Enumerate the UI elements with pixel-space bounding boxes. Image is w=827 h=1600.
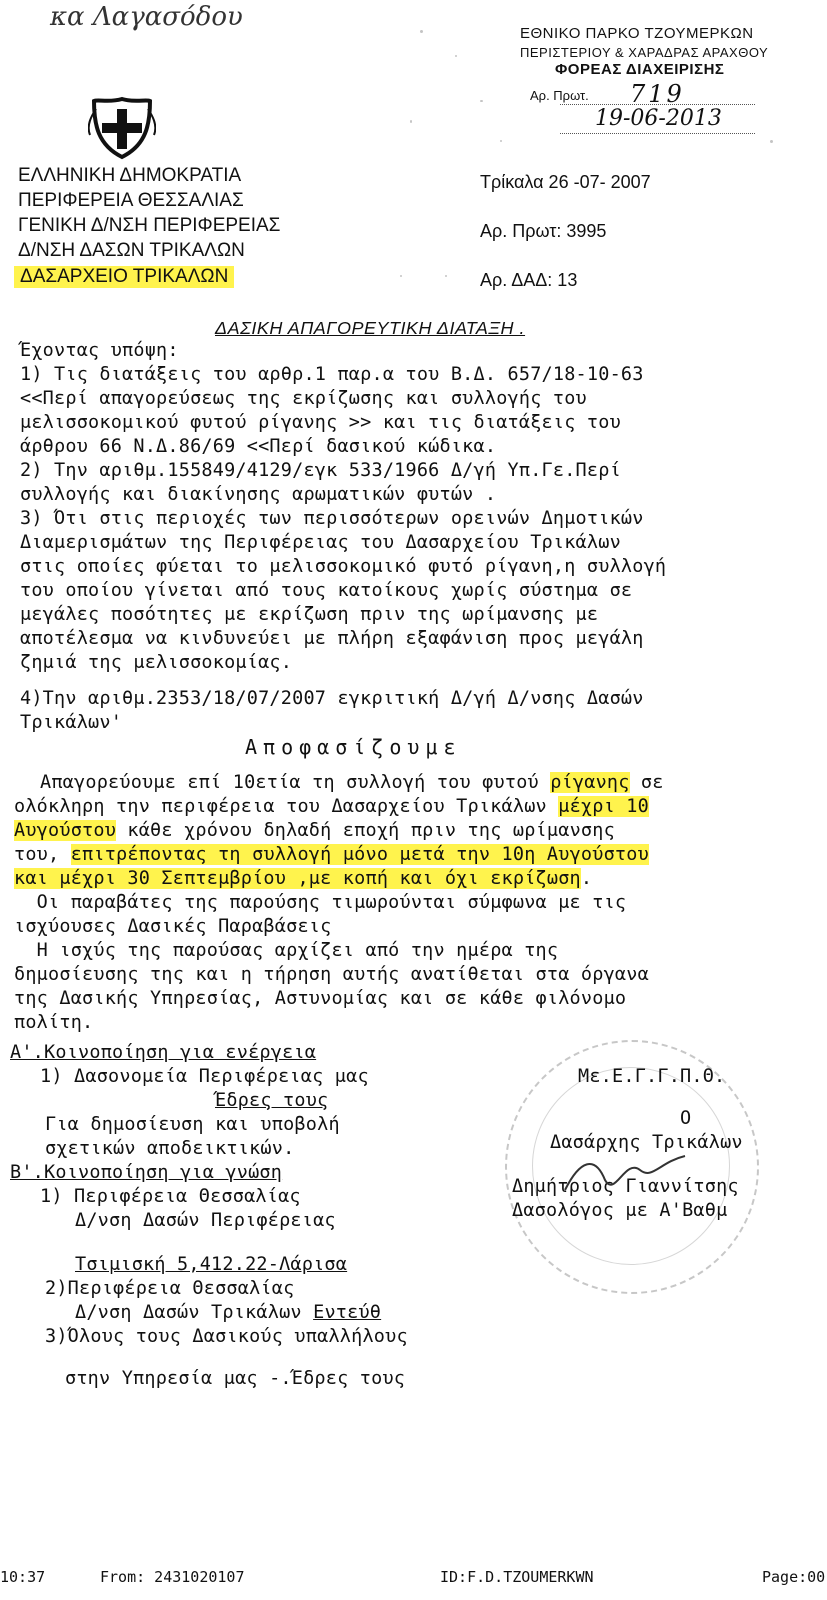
org-line-2: ΠΕΡΙΦΕΡΕΙΑ ΘΕΣΣΑΛΙΑΣ — [18, 190, 244, 211]
decision-rest-line: ισχύουσες Δασικές Παραβάσεις — [14, 916, 332, 937]
considering-heading: Έχοντας υπόψη: — [20, 340, 179, 361]
consideration-line: 1) Τις διατάξεις του αρθρ.1 παρ.α του Β.Δ. 657/18-10-63 — [20, 364, 644, 385]
consideration-line: μελισσοκομικού φυτού ρίγανης >> και τις διατάξεις του — [20, 412, 621, 433]
distribution-info-item — [75, 1302, 381, 1323]
decision-highlight: και μέχρι 30 Σεπτεμβρίου ,με κοπή και όχι εκρίζωση — [14, 868, 581, 889]
distribution-action-note: σχετικών αποδεικτικών. — [45, 1138, 295, 1159]
signature-line-5: Δασολόγος με Α'Βαθμ — [512, 1200, 728, 1221]
decision-heading: Αποφασίζουμε — [245, 735, 462, 759]
document-title: ΔΑΣΙΚΗ ΑΠΑΓΟΡΕΥΤΙΚΗ ΔΙΑΤΑΞΗ . — [215, 318, 526, 338]
decision-line-3 — [14, 820, 615, 841]
consideration-line: μεγάλες ποσότητες με εκρίζωση πριν της ωρίμανσης με — [20, 604, 599, 625]
consideration-line: <<Περί απαγορεύσεως της εκρίζωσης και συλλογής του — [20, 388, 587, 409]
decision-rest-line: πολίτη. — [14, 1012, 94, 1033]
signature-line-2: Ο — [680, 1108, 692, 1129]
distribution-action-item: 1) Δασονομεία Περιφέρειας μας — [40, 1066, 369, 1087]
doc-ar-dad: Αρ. ΔΑΔ: 13 — [480, 270, 578, 290]
org-line-3: ΓΕΝΙΚΗ Δ/ΝΣΗ ΠΕΡΙΦΕΡΕΙΑΣ — [18, 215, 281, 236]
fax-id: ID:F.D.TZOUMERKWN — [440, 1568, 594, 1586]
decision-rest-line: Οι παραβάτες της παρούσης τιμωρούνται σύμφωνα με τις — [14, 892, 627, 913]
distribution-info-item: 1) Περιφέρεια Θεσσαλίας — [40, 1186, 301, 1207]
consideration-line: 3) Ότι στις περιοχές των περισσότερων ορεινών Δημοτικών — [20, 508, 644, 529]
decision-highlight: μέχρι 10 — [558, 796, 649, 817]
org-line-1: ΕΛΛΗΝΙΚΗ ΔΗΜΟΚΡΑΤΙΑ — [18, 165, 242, 186]
stamp-line-3: ΦΟΡΕΑΣ ΔΙΑΧΕΙΡΙΣΗΣ — [555, 61, 725, 78]
stamp-prot-label: Αρ. Πρωτ. — [530, 88, 589, 103]
signature-line-1: Με.Ε.Γ.Γ.Π.Θ. — [578, 1066, 726, 1087]
decision-text: σε — [629, 772, 664, 793]
consideration-line: 4)Την αριθμ.2353/18/07/2007 εγκριτική Δ/γή Δ/νσης Δασών — [20, 688, 644, 709]
decision-rest-line: της Δασικής Υπηρεσίας, Αστυνομίας και σε κάθε φιλόνομο — [14, 988, 627, 1009]
distribution-info-title: Β'.Κοινοποίηση για γνώση — [10, 1162, 283, 1183]
distribution-info-address: Τσιμισκή 5,412.22-Λάρισα — [75, 1254, 348, 1275]
distribution-action-note: Για δημοσίευση και υποβολή — [45, 1114, 340, 1135]
decision-line-2 — [14, 796, 649, 817]
distribution-info-here: Εντεύθ — [313, 1302, 382, 1323]
distribution-info-item: Δ/νση Δασών Περιφέρειας — [75, 1210, 336, 1231]
coat-of-arms-icon — [88, 95, 156, 161]
decision-line-5 — [14, 868, 592, 889]
distribution-action-seats: Έδρες τους — [215, 1090, 329, 1111]
decision-text: Απαγορεύουμε επί 10ετία τη συλλογή του φυτού — [40, 772, 551, 793]
distribution-info-text: Δ/νση Δασών Τρικάλων — [75, 1302, 314, 1323]
fax-time: 10:37 — [0, 1568, 46, 1586]
distribution-info-last: στην Υπηρεσία μας -.Έδρες τους — [65, 1368, 406, 1389]
distribution-action-title: Α'.Κοινοποίηση για ενέργεια — [10, 1042, 317, 1063]
decision-highlight: Αυγούστου — [14, 820, 117, 841]
consideration-line: Διαμερισμάτων της Περιφέρειας του Δασαρχείου Τρικάλων — [20, 532, 621, 553]
doc-date: Τρίκαλα 26 -07- 2007 — [480, 172, 651, 192]
stamp-line-2: ΠΕΡΙΣΤΕΡΙΟΥ & ΧΑΡΑΔΡΑΣ ΑΡΑΧΘΟΥ — [520, 45, 769, 60]
stamp-line-1: ΕΘΝΙΚΟ ΠΑΡΚΟ ΤΖΟΥΜΕΡΚΩΝ — [520, 25, 754, 42]
distribution-info-item: 2)Περιφέρεια Θεσσαλίας — [45, 1278, 295, 1299]
consideration-line: αποτέλεσμα να κινδυνεύει με πλήρη εξαφάνιση προς μεγάλη — [20, 628, 644, 649]
consideration-line: άρθρου 66 Ν.Δ.86/69 <<Περί δασικού κώδικα. — [20, 436, 497, 457]
decision-line-4 — [14, 844, 649, 865]
decision-text: κάθε χρόνου δηλαδή εποχή πριν της ωρίμανσης — [116, 820, 615, 841]
decision-rest-line: Η ισχύς της παρούσας αρχίζει από την ημέρα της — [14, 940, 559, 961]
doc-ar-prot: Αρ. Πρωτ: 3995 — [480, 221, 607, 241]
consideration-line: στις οποίες φύεται το μελισσοκομικό φυτό ρίγανη,η συλλογή — [20, 556, 667, 577]
consideration-line: του οποίου γίνεται από τους κατοίκους χωρίς σύστημα σε — [20, 580, 633, 601]
decision-line-1 — [40, 772, 664, 793]
fax-from: From: 2431020107 — [100, 1568, 245, 1586]
consideration-line: ζημιά της μελισσοκομίας. — [20, 652, 293, 673]
stamp-date-value: 19-06-2013 — [595, 106, 722, 131]
distribution-info-item: 3)Όλους τους Δασικούς υπαλλήλους — [45, 1326, 408, 1347]
handwritten-signature — [560, 1150, 690, 1200]
consideration-line: Τρικάλων' — [20, 712, 123, 733]
fax-page: Page:00 — [762, 1568, 826, 1586]
signature-line-3: Δασάρχης Τρικάλων — [550, 1132, 743, 1153]
consideration-line: 2) Την αριθμ.155849/4129/εγκ 533/1966 Δ/γή Υπ.Γε.Περί — [20, 460, 621, 481]
org-line-5-highlighted: ΔΑΣΑΡΧΕΙΟ ΤΡΙΚΑΛΩΝ — [14, 266, 234, 288]
consideration-line: συλλογής και διακίνησης αρωματικών φυτών . — [20, 484, 497, 505]
decision-highlight: ρίγανης — [550, 772, 630, 793]
decision-highlight: επιτρέποντας τη συλλογή μόνο μετά την 10η Αυγούστου — [70, 844, 649, 865]
signature-line-4: Δημήτριος Γιαννίτσης — [512, 1176, 739, 1197]
decision-text: του, — [14, 844, 71, 865]
decision-rest-line: δημοσίευσης της και η τήρηση αυτής ανατίθεται στα όργανα — [14, 964, 649, 985]
handwritten-note: κα Λαγασόδου — [50, 2, 243, 32]
decision-text: . — [580, 868, 593, 889]
stamp-prot-value: 719 — [630, 80, 685, 108]
decision-text: ολόκληρη την περιφέρεια του Δασαρχείου Τρικάλων — [14, 796, 559, 817]
org-line-4: Δ/ΝΣΗ ΔΑΣΩΝ ΤΡΙΚΑΛΩΝ — [18, 240, 245, 261]
